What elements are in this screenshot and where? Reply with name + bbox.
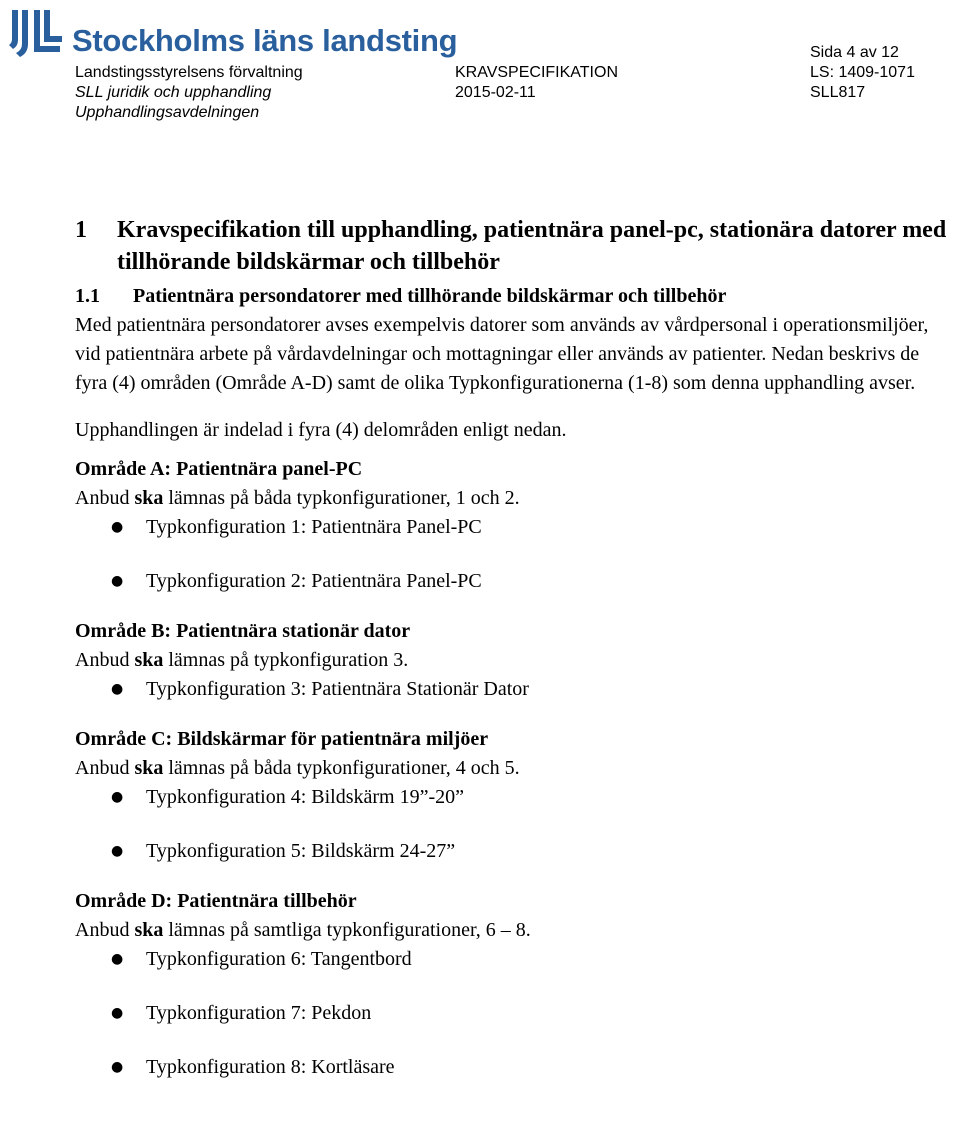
area-bid-text: Anbud ska lämnas på typkonfiguration 3. <box>75 649 409 671</box>
header-doc-type: KRAVSPECIFIKATION <box>455 64 618 81</box>
list-item: ● Typkonfiguration 2: Patientnära Panel-PC <box>75 567 955 596</box>
area-bid-text: Anbud ska lämnas på båda typkonfigurationer, 1 och 2. <box>75 487 520 509</box>
sll-logo-icon <box>8 10 64 58</box>
list-item: ● Typkonfiguration 8: Kortläsare <box>75 1053 955 1082</box>
bullet-icon: ● <box>111 843 124 859</box>
area-d <box>75 887 955 1082</box>
bullet-icon: ● <box>111 951 124 967</box>
list-item: ● Typkonfiguration 4: Bildskärm 19”-20” <box>75 783 955 812</box>
list-item: ● Typkonfiguration 7: Pekdon <box>75 999 955 1028</box>
config-list <box>75 513 955 596</box>
list-item: ● Typkonfiguration 1: Patientnära Panel-PC <box>75 513 955 542</box>
config-list <box>75 783 955 866</box>
area-c <box>75 725 955 866</box>
area-b <box>75 617 955 704</box>
area-title: Område D: Patientnära tillbehör <box>75 890 357 912</box>
config-list <box>75 945 955 1082</box>
bullet-icon: ● <box>111 789 124 805</box>
header-unit: Upphandlingsavdelningen <box>75 104 260 121</box>
header-doc-id: SLL817 <box>810 84 866 101</box>
heading-1 <box>75 214 955 278</box>
area-title: Område A: Patientnära panel-PC <box>75 458 363 480</box>
header-dept: SLL juridik och upphandling <box>75 84 272 101</box>
area-bid-text: Anbud ska lämnas på båda typkonfigurationer, 4 och 5. <box>75 757 520 779</box>
area-title: Område B: Patientnära stationär dator <box>75 620 411 642</box>
bullet-icon: ● <box>111 1059 124 1075</box>
area-a <box>75 455 955 596</box>
list-item: ● Typkonfiguration 5: Bildskärm 24-27” <box>75 837 955 866</box>
heading-1-number: 1 <box>75 217 87 243</box>
config-list <box>75 675 955 704</box>
list-item: ● Typkonfiguration 3: Patientnära Stationär Dator <box>75 675 955 704</box>
area-title: Område C: Bildskärmar för patientnära miljöer <box>75 728 489 750</box>
logo-text: Stockholms läns landsting <box>72 23 458 58</box>
logo <box>8 4 457 58</box>
division-paragraph: Upphandlingen är indelad i fyra (4) delområden enligt nedan. <box>75 419 567 441</box>
header-page-number: Sida 4 av 12 <box>810 44 899 61</box>
header-org: Landstingsstyrelsens förvaltning <box>75 64 303 81</box>
heading-2-number: 1.1 <box>75 285 100 307</box>
list-item: ● Typkonfiguration 6: Tangentbord <box>75 945 955 974</box>
document-body <box>75 214 955 1082</box>
heading-2-text: Patientnära persondatorer med tillhörande bildskärmar och tillbehör <box>133 285 727 307</box>
header-case-number: LS: 1409-1071 <box>810 64 915 81</box>
bullet-icon: ● <box>111 681 124 697</box>
heading-2 <box>75 282 955 311</box>
area-bid-text: Anbud ska lämnas på samtliga typkonfigurationer, 6 – 8. <box>75 919 531 941</box>
bullet-icon: ● <box>111 519 124 535</box>
bullet-icon: ● <box>111 1005 124 1021</box>
bullet-icon: ● <box>111 573 124 589</box>
heading-1-text: Kravspecifikation till upphandling, patientnära panel-pc, stationära datorer med tillhörande bildskärmar och tillbehör <box>117 217 947 275</box>
intro-paragraph: Med patientnära persondatorer avses exempelvis datorer som används av vårdpersonal i operationsmiljöer, vid patientnära arbete på vårdavdelningar och mottagningar eller används av patienter. Nedan beskrivs de fyra (4) områden (Område A-D) samt de olika Typkonfigurationerna (1-8) som denna upphandling avser. <box>75 314 929 394</box>
header-date: 2015-02-11 <box>455 84 536 101</box>
